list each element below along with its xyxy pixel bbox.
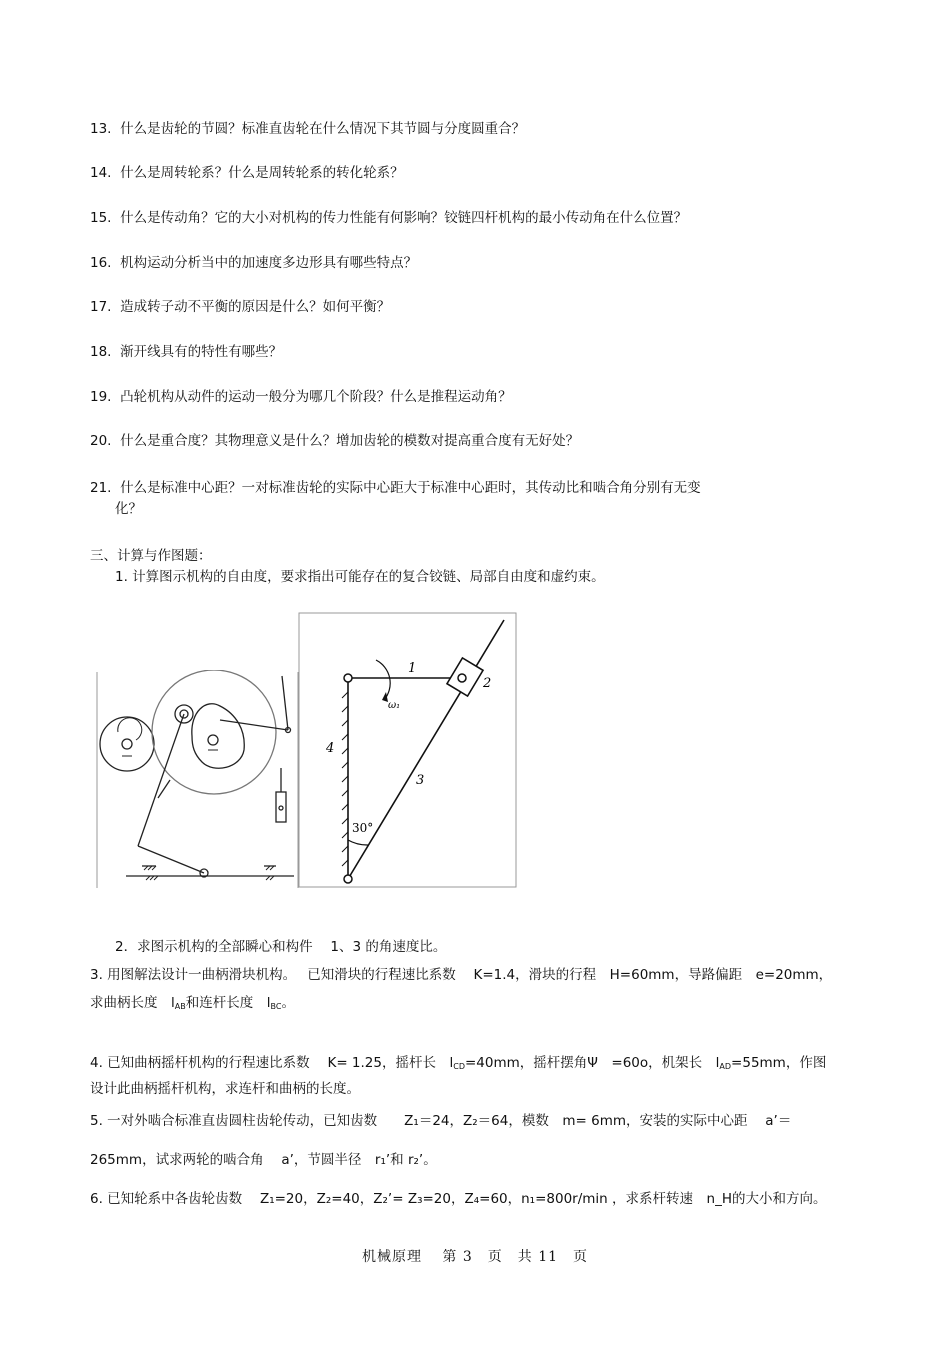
- problem-3-line-1: 3. 用图解法设计一曲柄滑块机构。 已知滑块的行程速比系数 K=1.4，滑块的行程 H=60mm，导路偏距 e=20mm，: [90, 967, 833, 983]
- problem-6-text: 6. 已知轮系中各齿轮齿数 Z₁=20，Z₂=40，Z₂’= Z₃=20，Z₄=60，n₁=800r/min ，求系杆转速 n_H的大小和方向。: [90, 1191, 827, 1207]
- question-19: 19. 凸轮机构从动件的运动一般分为哪几个阶段？什么是推程运动角？: [90, 389, 512, 405]
- question-15: 15. 什么是传动角？它的大小对机构的传力性能有何影响？铰链四杆机构的最小传动角在什么位置？: [90, 210, 688, 226]
- problem-4-line-2: 设计此曲柄摇杆机构，求连杆和曲柄的长度。: [90, 1081, 360, 1097]
- problem-3-line-2: 求曲柄长度 $l_{AB}$和连杆长度 $l_{BC}$。: [90, 995, 295, 1011]
- problem-1-text: 1. 计算图示机构的自由度，要求指出可能存在的复合铰链、局部自由度和虚约束。: [115, 569, 605, 585]
- figure-slider-mechanism: [298, 612, 520, 890]
- question-16: 16. 机构运动分析当中的加速度多边形具有哪些特点？: [90, 255, 418, 271]
- question-20: 20. 什么是重合度？其物理意义是什么？增加齿轮的模数对提高重合度有无好处？: [90, 433, 580, 449]
- label-link-4: 4: [326, 741, 335, 756]
- label-link-1: 1: [408, 661, 417, 676]
- problem-2-text: 2．求图示机构的全部瞬心和构件 1、3 的角速度比。: [115, 939, 447, 955]
- section-title: 三、计算与作图题：: [90, 548, 212, 564]
- problem-5-line-1: 5. 一对外啮合标准直齿圆柱齿轮传动，已知齿数 Z₁＝24，Z₂＝64，模数 m= 6mm，安装的实际中心距 a’＝: [90, 1113, 792, 1129]
- figure-gear-mechanism: [96, 670, 300, 888]
- label-link-3: 3: [416, 773, 425, 788]
- label-link-2: 2: [483, 676, 492, 691]
- question-13: 13. 什么是齿轮的节圆？标准直齿轮在什么情况下其节圆与分度圆重合？: [90, 121, 526, 137]
- question-14: 14. 什么是周转轮系？什么是周转轮系的转化轮系？: [90, 165, 404, 181]
- question-18: 18. 渐开线具有的特性有哪些？: [90, 344, 283, 360]
- problem-4-line-1: 4. 已知曲柄摇杆机构的行程速比系数 K= 1.25，摇杆长 $l_{CD}=40mm$，摇杆摆角Ψ =60o，机架长 $l_{AD}=55mm$，作图: [90, 1055, 827, 1071]
- page-footer: 机械原理 第 3 页 共 11 页: [361, 1249, 589, 1265]
- label-omega: ω₁: [388, 700, 401, 711]
- problem-5-line-2: 265mm，试求两轮的啮合角 a’，节圆半径 r₁’和 r₂’。: [90, 1152, 437, 1168]
- question-17: 17. 造成转子动不平衡的原因是什么？如何平衡？: [90, 299, 391, 315]
- question-21-continuation: 化？: [115, 501, 142, 517]
- label-angle: 30°: [352, 821, 374, 835]
- question-21: 21. 什么是标准中心距？一对标准齿轮的实际中心距大于标准中心距时，其传动比和啮合角分别有无变: [90, 480, 701, 496]
